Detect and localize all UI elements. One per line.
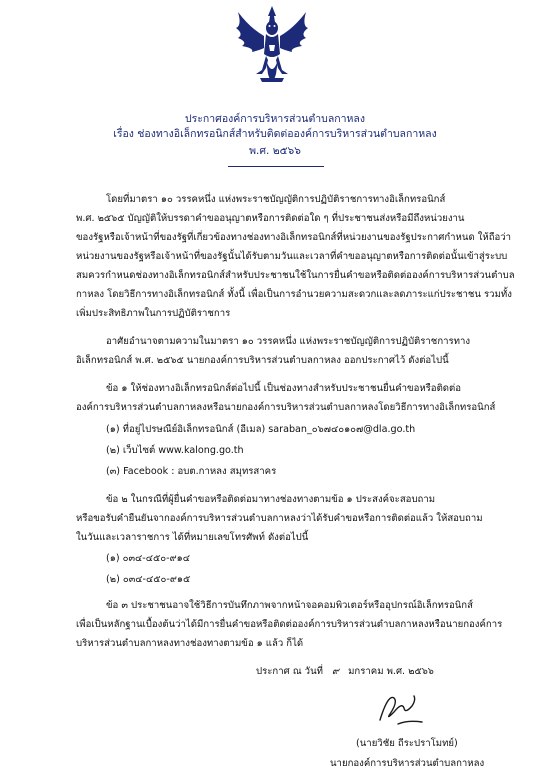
- signer-name: (นายวิชัย ถีระปราโมทย์): [356, 738, 458, 749]
- clause1-line: ข้อ ๑ ให้ช่องทางอิเล็กทรอนิกส์ต่อไปนี้ เป็นช่องทางสำหรับประชาชนยื่นคำขอหรือติดต่อ: [106, 383, 462, 394]
- para1-line: กาหลง โดยวิธีการทางอิเล็กทรอนิกส์ ทั้งนี้ เพื่อเป็นการอำนวยความสะดวกและลดภาระแก่ประชาชน รวมทั้ง: [76, 289, 512, 300]
- contact-item-website: (๒) เว็บไซต์ www.kalong.go.th: [106, 445, 244, 456]
- signature-icon: [368, 690, 428, 728]
- clause3-line: ข้อ ๓ ประชาชนอาจใช้วิธีการบันทึกภาพจากหน้าจอคอมพิวเตอร์หรืออุปกรณ์อิเล็กทรอนิกส์: [106, 600, 473, 611]
- para2-line: อิเล็กทรอนิกส์ พ.ศ. ๒๕๖๕ นายกองค์การบริหารส่วนตำบลกาหลง ออกประกาศไว้ ดังต่อไปนี้: [76, 355, 449, 366]
- date-prefix: ประกาศ ณ วันที่: [256, 666, 323, 677]
- clause2-line: ข้อ ๒ ในกรณีที่ผู้ยื่นคำขอหรือติดต่อมาทางช่องทางตามข้อ ๑ ประสงค์จะสอบถาม: [106, 494, 436, 505]
- para1-line: โดยที่มาตรา ๑๐ วรรคหนึ่ง แห่งพระราชบัญญัติการปฏิบัติราชการทางอิเล็กทรอนิกส์: [106, 194, 446, 205]
- phone-item: (๑) ๐๓๔-๔๕๐-๙๑๔: [106, 553, 190, 564]
- title-divider: [228, 166, 324, 167]
- para1-line: เพิ่มประสิทธิภาพในการปฏิบัติราชการ: [76, 308, 231, 319]
- announcement-year: พ.ศ. ๒๕๖๖: [249, 145, 301, 157]
- phone-item: (๒) ๐๓๔-๔๕๐-๙๑๕: [106, 574, 191, 585]
- clause1-line: องค์การบริหารส่วนตำบลกาหลงหรือนายกองค์การบริหารส่วนตำบลกาหลงโดยวิธีการทางอิเล็กทรอนิกส์: [76, 402, 496, 413]
- para1-line: ของรัฐหรือเจ้าหน้าที่ของรัฐที่เกี่ยวข้องทางช่องทางอิเล็กทรอนิกส์ที่หน่วยงานของรัฐประกาศกำหนด ให้ถือว่า: [76, 232, 512, 243]
- clause3-line: บริหารส่วนตำบลกาหลงทางช่องทางตามข้อ ๑ แล้ว ก็ได้: [76, 638, 304, 649]
- clause3-line: เพื่อเป็นหลักฐานเบื้องต้นว่าได้มีการยื่นคำขอหรือติดต่อองค์การบริหารส่วนตำบลกาหลงหรือนายกองค์การ: [76, 619, 503, 630]
- announcement-title: ประกาศองค์การบริหารส่วนตำบลกาหลง: [184, 113, 365, 125]
- garuda-emblem-icon: [232, 4, 312, 90]
- signer-title: นายกองค์การบริหารส่วนตำบลกาหลง: [330, 758, 485, 769]
- para2-line: อาศัยอำนาจตามความในมาตรา ๑๐ วรรคหนึ่ง แห่งพระราชบัญญัติการปฏิบัติราชการทาง: [106, 336, 471, 347]
- para1-line: หน่วยงานของรัฐหรือเจ้าหน้าที่ของรัฐนั้นได้รับตามวันและเวลาที่คำขออนุญาตหรือการติดต่อนั้นเข้าสู่ระบบ: [76, 251, 508, 262]
- para1-line: พ.ศ. ๒๕๖๕ บัญญัติให้บรรดาคำขออนุญาตหรือการติดต่อใด ๆ ที่ประชาชนส่งหรือมีถึงหน่วยงาน: [76, 213, 465, 224]
- clause2-line: ในวันและเวลาราชการ ได้ที่หมายเลขโทรศัพท์ ดังต่อไปนี้: [76, 532, 309, 543]
- para1-line: สมควรกำหนดช่องทางอิเล็กทรอนิกส์สำหรับประชาชนใช้ในการยื่นคำขอหรือติดต่อองค์การบริหารส่วนตำบล: [76, 270, 515, 281]
- contact-item-facebook: (๓) Facebook : อบต.กาหลง สมุทรสาคร: [106, 466, 277, 477]
- announcement-date: [256, 664, 434, 679]
- clause2-line: หรือขอรับคำยืนยันจากองค์การบริหารส่วนตำบลกาหลงว่าได้รับคำขอหรือการติดต่อแล้ว ให้สอบถาม: [76, 513, 483, 524]
- announcement-subject: เรื่อง ช่องทางอิเล็กทรอนิกส์สำหรับติดต่อองค์การบริหารส่วนตำบลกาหลง: [113, 128, 437, 140]
- date-month-year: มกราคม พ.ศ. ๒๕๖๖: [348, 666, 434, 677]
- date-day: ๙: [332, 666, 340, 677]
- contact-item-email: (๑) ที่อยู่ไปรษณีย์อิเล็กทรอนิกส์ (อีเมล) saraban_๐๖๗๔๐๑๐๗@dla.go.th: [106, 424, 416, 435]
